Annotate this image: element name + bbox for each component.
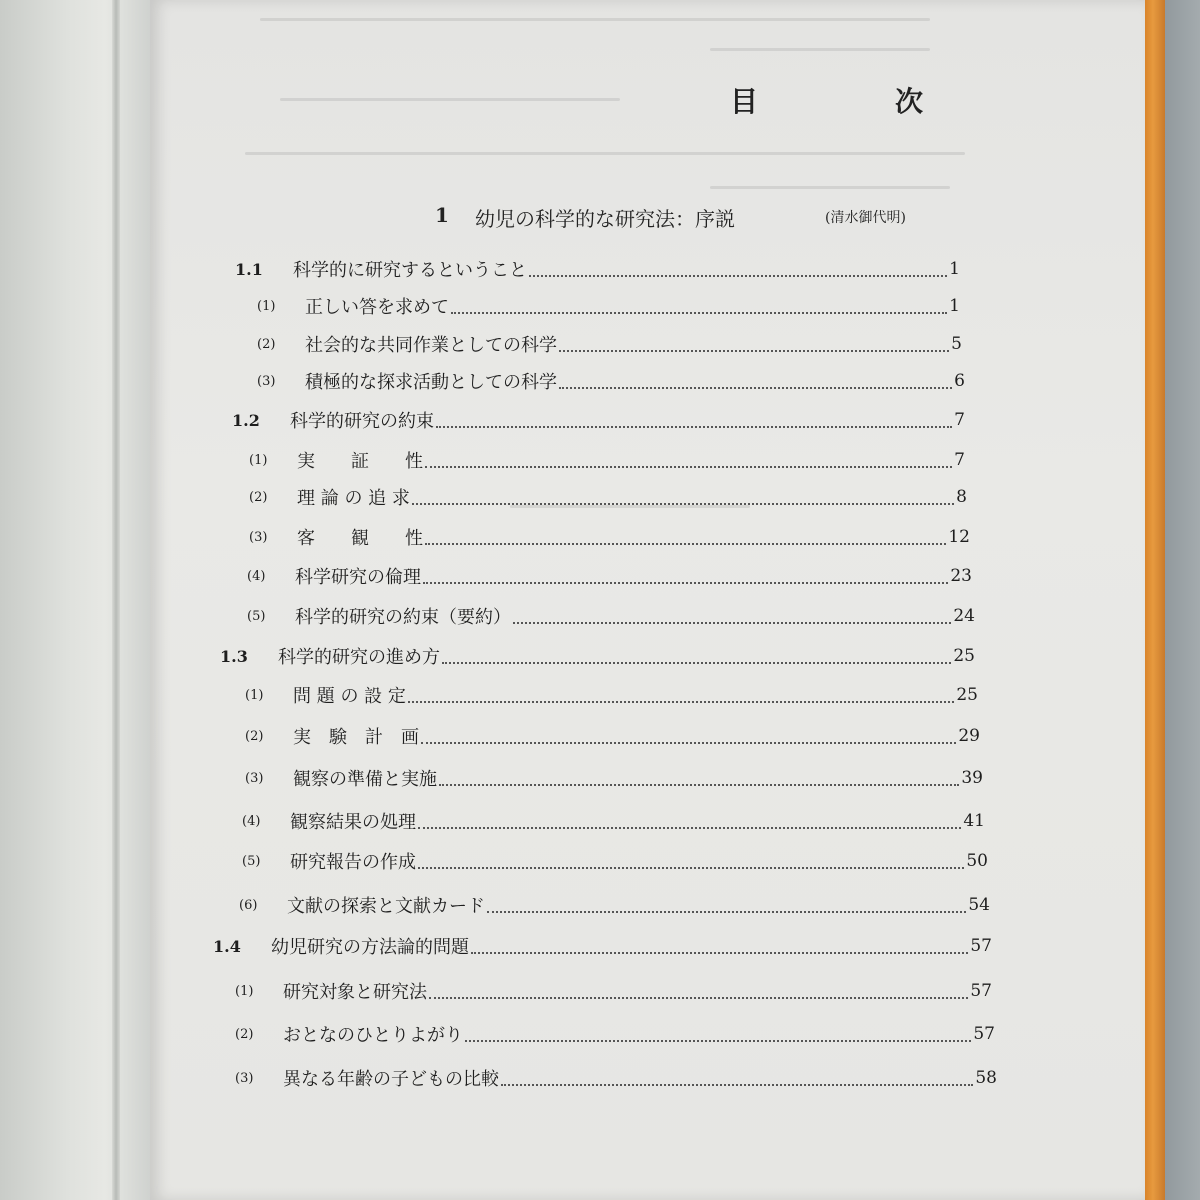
page-number: 8 — [956, 487, 967, 507]
page-number: 41 — [963, 811, 985, 831]
toc-entry — [220, 642, 975, 670]
page-number: 39 — [961, 768, 983, 788]
section-number: 1.1 — [235, 259, 263, 279]
entry-title: 問 題 の 設 定 — [293, 686, 406, 707]
section-number: 1.2 — [232, 410, 260, 430]
toc-entry — [245, 562, 972, 590]
dot-leader — [442, 648, 951, 664]
page-number: 50 — [966, 851, 988, 871]
dot-leader — [421, 728, 956, 744]
toc-entry — [213, 932, 992, 960]
entry-title: 正しい答を求めて — [305, 297, 449, 318]
title-char-1: 目 — [730, 85, 759, 118]
toc-entry — [243, 764, 983, 792]
subsection-marker: (3) — [245, 770, 264, 786]
page-number: 12 — [948, 527, 970, 547]
subsection-marker: (5) — [242, 853, 261, 869]
page-number: 5 — [951, 334, 962, 354]
dot-leader — [423, 568, 948, 584]
entry-title: 客 観 性 — [297, 528, 423, 549]
page-number: 29 — [958, 726, 980, 746]
dot-leader — [412, 489, 954, 505]
page-number: 7 — [954, 410, 965, 430]
dot-leader — [451, 298, 947, 314]
toc-entry — [233, 1064, 997, 1092]
subsection-marker: (3) — [235, 1070, 254, 1086]
page-number: 1 — [949, 296, 960, 316]
table-surface — [1160, 0, 1200, 1200]
page-number: 58 — [975, 1068, 997, 1088]
toc-entry — [240, 807, 985, 835]
dot-leader — [408, 687, 954, 703]
subsection-marker: (3) — [249, 529, 268, 545]
chapter-title: 幼児の科学的な研究法：序説 — [475, 207, 735, 231]
entry-title: 科学的研究の約束（要約） — [295, 607, 511, 628]
subsection-marker: (4) — [242, 813, 261, 829]
show-through-line — [280, 98, 620, 101]
page-number: 57 — [970, 936, 992, 956]
toc-entry — [235, 255, 960, 283]
toc-entry — [240, 847, 988, 875]
entry-title: 研究報告の作成 — [290, 852, 416, 873]
entry-title: 科学的に研究するということ — [293, 260, 527, 281]
dot-leader — [425, 452, 952, 468]
page-number: 23 — [950, 566, 972, 586]
subsection-marker: (1) — [249, 452, 268, 468]
dot-leader — [436, 412, 952, 428]
subsection-marker: (1) — [245, 687, 264, 703]
dot-leader — [501, 1070, 973, 1086]
dot-leader — [429, 983, 968, 999]
dot-leader — [559, 336, 949, 352]
page-number: 57 — [970, 981, 992, 1001]
show-through-line — [260, 18, 930, 21]
dot-leader — [487, 897, 966, 913]
entry-title: 社会的な共同作業としての科学 — [305, 335, 557, 356]
dot-leader — [418, 813, 961, 829]
title-char-2: 次 — [895, 85, 924, 118]
toc-entry — [233, 977, 992, 1005]
entry-title: 異なる年齢の子どもの比較 — [283, 1069, 499, 1090]
toc-entry — [247, 446, 965, 474]
entry-title: 科学的研究の進め方 — [278, 647, 440, 668]
show-through-line — [710, 48, 930, 51]
toc-entry — [232, 406, 965, 434]
entry-title: おとなのひとりよがり — [283, 1025, 463, 1046]
chapter-heading — [435, 203, 955, 233]
toc-entry — [237, 891, 990, 919]
toc-entry — [247, 483, 967, 511]
toc-entry — [245, 602, 975, 630]
entry-title: 実 証 性 — [297, 451, 423, 472]
subsection-marker: (4) — [247, 568, 266, 584]
entry-title: 積極的な探求活動としての科学 — [305, 372, 557, 393]
toc-entry — [255, 330, 962, 358]
subsection-marker: (2) — [257, 336, 276, 352]
page-number: 1 — [949, 259, 960, 279]
dot-leader — [471, 938, 968, 954]
entry-title: 幼児研究の方法論的問題 — [271, 937, 469, 958]
page-number: 25 — [953, 646, 975, 666]
entry-title: 文献の探索と文献カード — [287, 896, 485, 917]
dot-leader — [439, 770, 959, 786]
dot-leader — [425, 529, 946, 545]
dot-leader — [465, 1026, 971, 1042]
subsection-marker: (2) — [235, 1026, 254, 1042]
left-page — [0, 0, 150, 1200]
show-through-line — [710, 186, 950, 189]
page-title — [730, 80, 930, 120]
subsection-marker: (1) — [235, 983, 254, 999]
page-number: 54 — [968, 895, 990, 915]
toc-entry — [243, 681, 978, 709]
show-through-line — [245, 152, 965, 155]
section-number: 1.3 — [220, 646, 248, 666]
toc-entry — [243, 722, 980, 750]
dot-leader — [559, 373, 952, 389]
entry-title: 科学研究の倫理 — [295, 567, 421, 588]
subsection-marker: (2) — [249, 489, 268, 505]
dot-leader — [418, 853, 964, 869]
page-number: 6 — [954, 371, 965, 391]
book-gutter — [112, 0, 120, 1200]
subsection-marker: (2) — [245, 728, 264, 744]
entry-title: 科学的研究の約束 — [290, 411, 434, 432]
subsection-marker: (3) — [257, 373, 276, 389]
dot-leader — [529, 261, 947, 277]
subsection-marker: (6) — [239, 897, 258, 913]
chapter-number: 1 — [435, 203, 449, 227]
entry-title: 理 論 の 追 求 — [297, 488, 410, 509]
subsection-marker: (1) — [257, 298, 276, 314]
entry-title: 観察結果の処理 — [290, 812, 416, 833]
page-number: 25 — [956, 685, 978, 705]
toc-entry — [255, 292, 960, 320]
entry-title: 実 験 計 画 — [293, 727, 419, 748]
chapter-author: (清水御代明) — [825, 210, 906, 226]
entry-title: 観察の準備と実施 — [293, 769, 437, 790]
toc-entry — [247, 523, 970, 551]
toc-entry — [255, 367, 965, 395]
entry-title: 研究対象と研究法 — [283, 982, 427, 1003]
section-number: 1.4 — [213, 936, 241, 956]
toc-entry — [233, 1020, 995, 1048]
page-number: 24 — [953, 606, 975, 626]
book-cover-edge — [1145, 0, 1165, 1200]
subsection-marker: (5) — [247, 608, 266, 624]
page-number: 7 — [954, 450, 965, 470]
page-number: 57 — [973, 1024, 995, 1044]
dot-leader — [513, 608, 951, 624]
